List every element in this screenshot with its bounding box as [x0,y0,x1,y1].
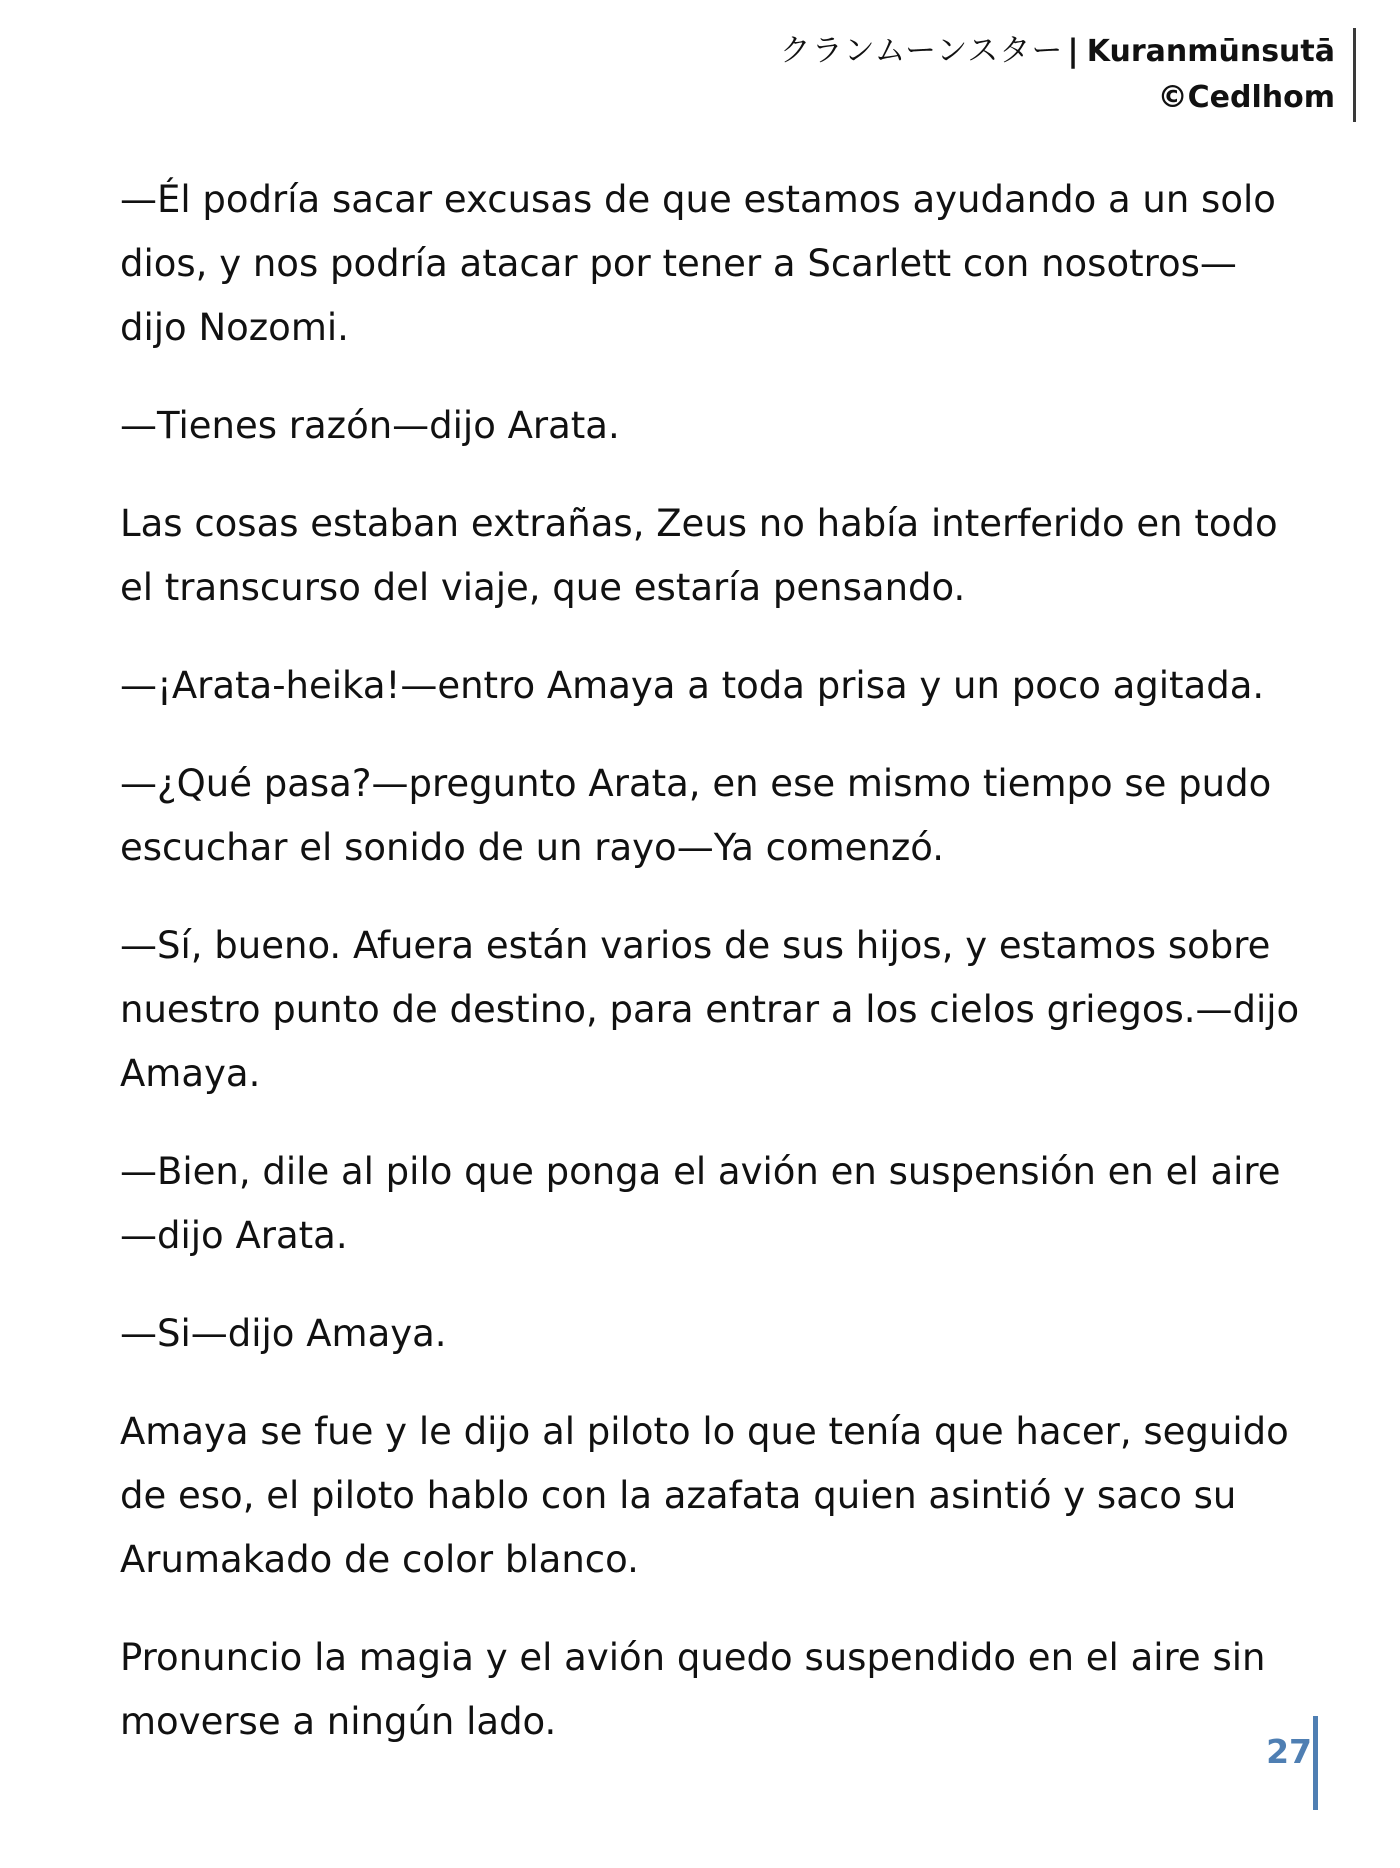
paragraph: —¡Arata-heika!—entro Amaya a toda prisa y un poco agitada. [120,664,1265,707]
page-number-divider [1313,1716,1318,1810]
header-separator: | [1067,33,1079,69]
page-header [780,28,1356,122]
paragraph: Pronuncio la magia y el avión quedo suspendido en el aire sin moverse a ningún lado. [120,1636,1266,1743]
paragraph: —Si—dijo Amaya. [120,1312,447,1355]
romanized-title: Kuranmūnsutā [1086,34,1335,69]
story-text [120,168,1300,1788]
paragraph: —Bien, dile al pilo que ponga el avión en suspensión en el aire—dijo Arata. [120,1150,1281,1257]
copyright-notice: ©Cedlhom [1157,80,1335,115]
page-number: 27 [1266,1732,1312,1771]
paragraph: —Él podría sacar excusas de que estamos ayudando a un solo dios, y nos podría atacar por tener a Scarlett con nosotros—dijo Nozomi. [120,178,1276,349]
header-title-line [780,28,1335,75]
paragraph: Las cosas estaban extrañas, Zeus no había interferido en todo el transcurso del viaje, que estaría pensando. [120,502,1278,609]
japanese-title: クランムーンスター [779,33,1064,69]
paragraph: Amaya se fue y le dijo al piloto lo que tenía que hacer, seguido de eso, el piloto hablo con la azafata quien asintió y saco su Arumakado de color blanco. [120,1410,1289,1581]
paragraph: —Tienes razón—dijo Arata. [120,404,620,447]
paragraph: —Sí, bueno. Afuera están varios de sus hijos, y estamos sobre nuestro punto de destino, para entrar a los cielos griegos.—dijo Amaya. [120,924,1300,1095]
paragraph: —¿Qué pasa?—pregunto Arata, en ese mismo tiempo se pudo escuchar el sonido de un rayo—Ya comenzó. [120,762,1272,869]
